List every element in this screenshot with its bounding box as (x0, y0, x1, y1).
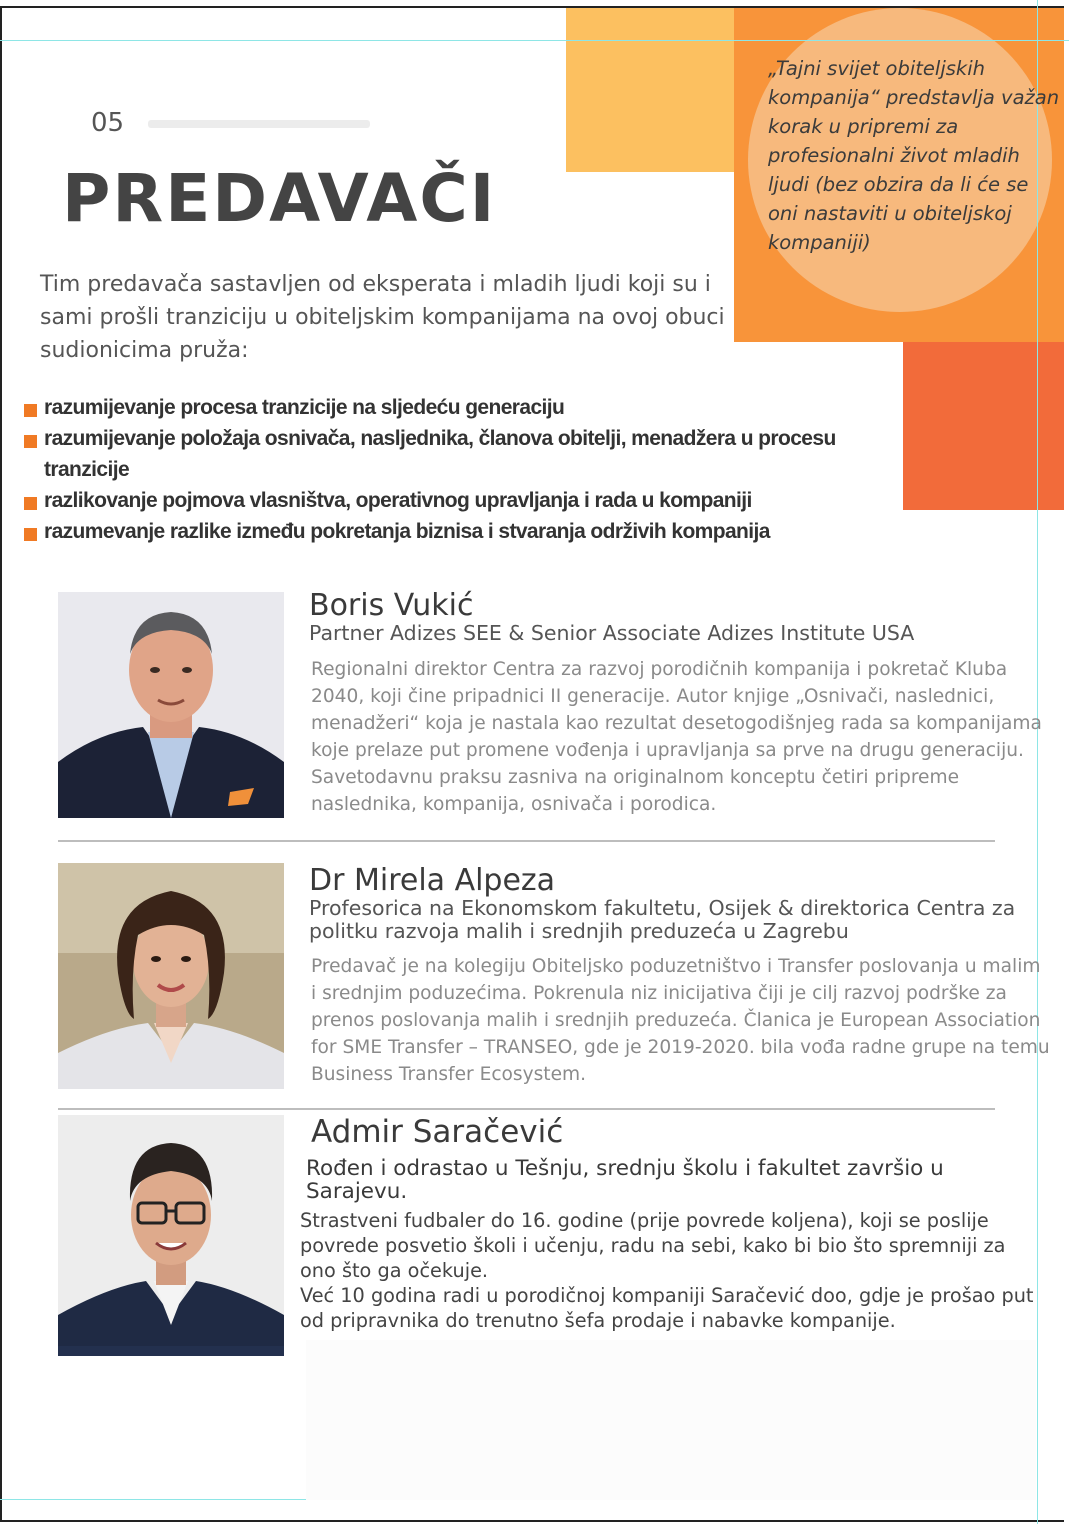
guide-line-top (0, 40, 1069, 41)
speaker-name: Dr Mirela Alpeza (309, 863, 556, 898)
quote-text: „Tajni svijet obiteljskih kompanija“ predstavlja važan korak u pripremi za profesionalni život mladih ljudi (bez obzira da li će se oni nastaviti u obiteljskoj kompaniji) (768, 57, 1060, 254)
speaker-name: Admir Saračević (311, 1114, 564, 1150)
square-bullet-icon (24, 497, 37, 510)
page-title: PREDAVAČI (62, 160, 497, 237)
list-item-text: razumevanje razlike između pokretanja biznisa i stvaranja održivih kompanija (44, 520, 770, 543)
page-number-rule (148, 120, 370, 128)
blank-panel (306, 1340, 1036, 1500)
speaker-description: Strastveni fudbaler do 16. godine (prije povrede koljena), koji se poslije povrede posvetio školi i učenju, radu na sebi, kako bi bio što spremniji za ono što ga očekuje. (300, 1209, 1006, 1282)
list-item-text: razumijevanje procesa tranzicije na sljedeću generaciju (44, 396, 565, 419)
divider (58, 1108, 995, 1110)
speaker-photo-admir (58, 1115, 284, 1356)
speaker-name: Boris Vukić (309, 588, 474, 623)
speaker-role: Rođen i odrastao u Tešnju, srednju školu i fakultet završio u Sarajevu. (306, 1156, 944, 1204)
speaker-photo-boris (58, 592, 284, 818)
list-item-text: razumijevanje položaja osnivača, nasljednika, članova obitelji, menadžera u procesu tranzicije (44, 427, 836, 481)
square-bullet-icon (24, 528, 37, 541)
guide-line-bottom (0, 1499, 306, 1500)
speaker-role: Profesorica na Ekonomskom fakultetu, Osijek & direktorica Centra za politku razvoja malih i srednjih preduzeća u Zagrebu (309, 896, 1016, 943)
speaker-role: Partner Adizes SEE & Senior Associate Adizes Institute USA (309, 621, 915, 645)
speaker-description-continued: Već 10 godina radi u porodičnoj kompaniji Saračević doo, gdje je prošao put od pripravnika do trenutno šefa prodaje i nabavke kompanije. (300, 1284, 1034, 1332)
list-item (24, 423, 864, 485)
benefit-list (24, 392, 864, 547)
list-item (24, 516, 864, 547)
intro-paragraph: Tim predavača sastavljen od eksperata i mladih ljudi koji su i sami prošli tranziciju u obiteljskim kompanijama na ovoj obuci sudionicima pruža: (40, 272, 725, 363)
speaker-photo-mirela (58, 863, 284, 1089)
page-number: 05 (91, 108, 125, 138)
speaker-description: Predavač je na kolegiju Obiteljsko poduzetništvo i Transfer poslovanja u malim i srednjim poduzećima. Pokrenula niz inicijativa čiji je cilj razvoj podrške za prenos poslovanja malih i srednjih preduzeća. Članica je European Association for SME Transfer – TRANSEO, gde je 2019-2020. bila vođa radne grupe na temu Business Transfer Ecosystem. (311, 956, 1050, 1085)
list-item (24, 485, 864, 516)
speaker-description: Regionalni direktor Centra za razvoj porodičnih kompanija i pokretač Kluba 2040, koji čine pripadnici II generacije. Autor knjige „Osnivači, naslednici, menadžeri“ koja je nastala kao rezultat desetogodišnjeg rada sa kompanijama koje prelaze put promene vođenja i upravljanja sa prve na drugu generaciju. Savetodavnu praksu zasniva na originalnom konceptu četiri pripreme naslednika, kompanija, osnivača i porodica. (311, 659, 1042, 815)
square-bullet-icon (24, 435, 37, 448)
list-item (24, 392, 864, 423)
square-bullet-icon (24, 404, 37, 417)
list-item-text: razlikovanje pojmova vlasništva, operativnog upravljanja i rada u kompaniji (44, 489, 752, 512)
divider (58, 840, 995, 842)
